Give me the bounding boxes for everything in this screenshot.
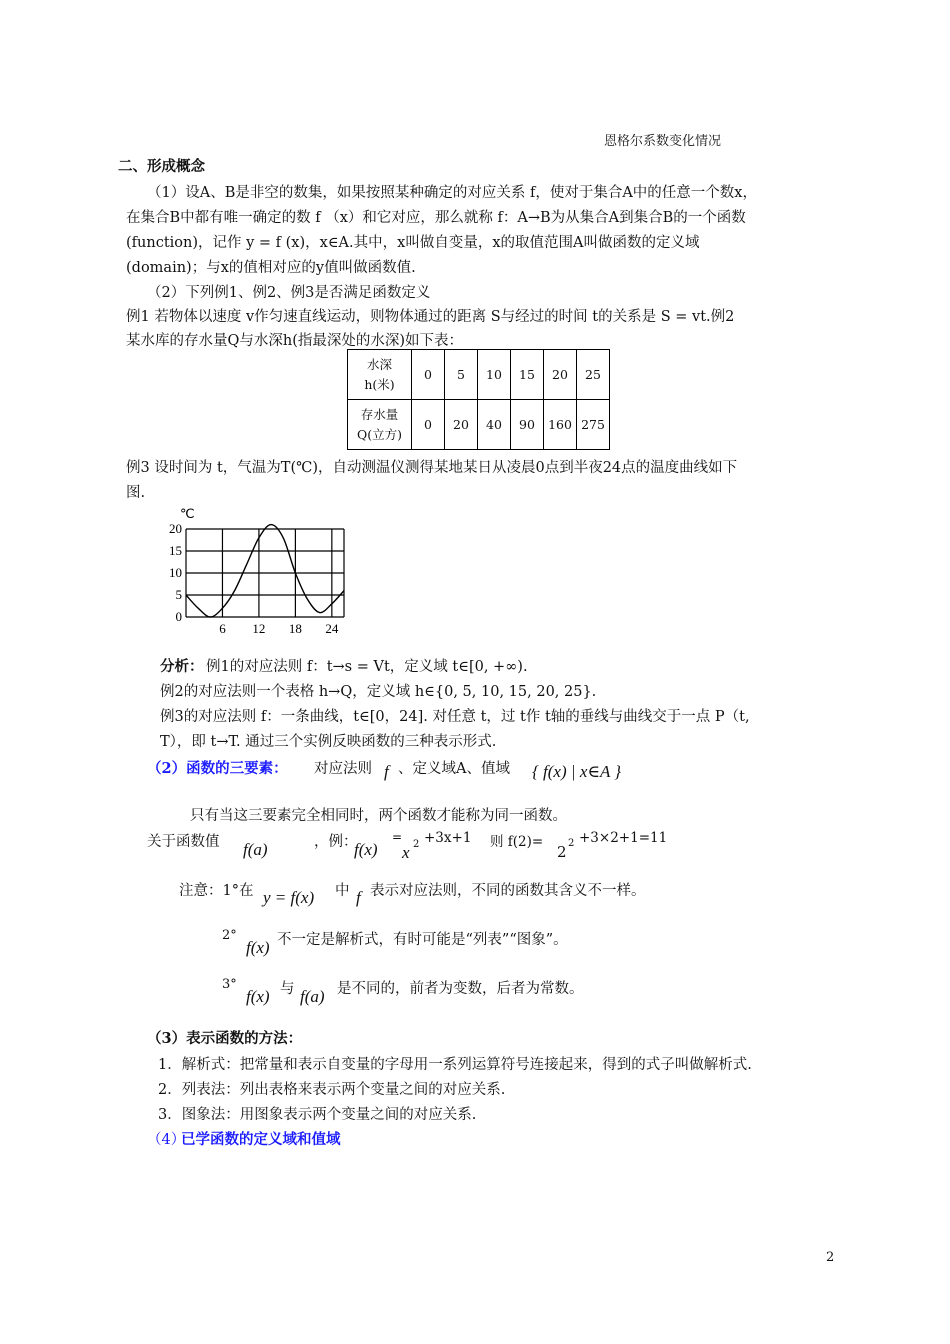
table-cell: 275 xyxy=(577,400,610,450)
square-exponent-2: 2 xyxy=(568,838,575,849)
table-header-text: h(米) xyxy=(364,376,395,392)
x-tick-label: 24 xyxy=(325,621,339,636)
example1-line1: 例1 若物体以速度 v作匀速直线运动，则物体通过的距离 S与经过的时间 t的关系是 S = vt.例2 xyxy=(126,309,735,325)
section4-prefix: （4） xyxy=(147,1132,186,1148)
two-base: 2 xyxy=(557,843,567,861)
func-then-rest: +3×2+1=11 xyxy=(579,830,668,846)
math-fx-note2: f(x) xyxy=(246,938,270,957)
note2-text: 不一定是解析式，有时可能是“列表”“图象”。 xyxy=(277,932,568,948)
temperature-chart xyxy=(160,505,360,640)
analysis-line1: 例1的对应法则 f：t→s = Vt，定义域 t∈[0, +∞). xyxy=(206,659,528,675)
method-3: 3．图象法：用图象表示两个变量之间的对应关系. xyxy=(158,1107,477,1123)
table-header-cell xyxy=(348,350,412,400)
table-cell: 20 xyxy=(544,350,577,400)
y-axis-label: ℃ xyxy=(180,506,195,521)
para1-line2: 在集合B中都有唯一确定的数 f （x）和它对应，那么就称 f：A→B为从集合A到集合B的一个函数 xyxy=(126,210,746,226)
example3-line1: 例3 设时间为 t，气温为T(℃)，自动测温仪测得某地某日从凌晨0点到半夜24点的温度曲线如下 xyxy=(126,460,738,476)
example3-line2: 图. xyxy=(126,485,146,501)
analysis-line2: 例2的对应法则一个表格 h→Q，定义域 h∈{0, 5, 10, 15, 20, 25}. xyxy=(160,684,597,700)
table-row xyxy=(348,400,610,450)
y-tick-label: 20 xyxy=(169,521,182,536)
equals-sign: = xyxy=(392,830,403,844)
section-heading: 二、形成概念 xyxy=(118,158,205,175)
temperature-curve xyxy=(186,525,344,617)
reservoir-table xyxy=(347,349,610,450)
table-cell: 0 xyxy=(412,400,445,450)
analysis-line3: 例3的对应法则 f：一条曲线，t∈[0，24]. 对任意 t，过 t作 t轴的垂线与曲线交于一点 P（t, xyxy=(160,709,750,725)
para1-line3: (function)，记作 y = f (x)，x∈A.其中，x叫做自变量，x的取值范围A叫做函数的定义域 xyxy=(126,235,700,251)
table-cell: 5 xyxy=(445,350,478,400)
table-header-text: 存水量 xyxy=(360,406,399,422)
y-tick-label: 0 xyxy=(175,609,182,624)
square-exponent: 2 xyxy=(413,839,420,850)
method-1: 1．解析式：把常量和表示自变量的字母用一系列运算符号连接起来，得到的式子叫做解析式. xyxy=(158,1057,752,1073)
table-header-cell xyxy=(348,400,412,450)
math-fa: f(a) xyxy=(243,840,268,859)
math-x: x xyxy=(402,843,410,862)
math-f: f xyxy=(384,762,389,781)
analysis-line4: T），即 t→T. 通过三个实例反映函数的三种表示形式. xyxy=(160,734,497,750)
table-row xyxy=(348,350,610,400)
table-cell: 160 xyxy=(544,400,577,450)
func-then: 则 f(2)= xyxy=(490,834,544,850)
note2-label: 2° xyxy=(222,928,237,943)
y-tick-label: 5 xyxy=(175,587,182,602)
analysis-label: 分析： xyxy=(160,658,204,675)
math-fx-note3: f(x) xyxy=(246,987,270,1006)
note3-text: 是不同的，前者为变数，后者为常数。 xyxy=(337,981,584,997)
table-cell: 20 xyxy=(445,400,478,450)
math-f-note: f xyxy=(356,888,361,907)
x-tick-label: 12 xyxy=(252,621,266,636)
x-tick-label: 18 xyxy=(288,621,302,636)
three-elements-text2: 、定义域A、值域 xyxy=(398,761,510,777)
table-header-text: Q(立方) xyxy=(356,426,402,442)
three-elements-line2: 只有当这三要素完全相同时，两个函数才能称为同一函数。 xyxy=(190,808,567,824)
range-set: { f(x) | x∈A } xyxy=(532,762,622,781)
func-value-label: 关于函数值 xyxy=(147,834,220,850)
note1-mid: 中 xyxy=(335,883,350,899)
chart-grid xyxy=(186,529,344,617)
methods-heading: （3）表示函数的方法： xyxy=(147,1030,303,1047)
math-y-eq-fx: y = f(x) xyxy=(263,888,315,907)
table-cell: 90 xyxy=(511,400,544,450)
para1-line1: （1）设A、B是非空的数集，如果按照某种确定的对应关系 f，使对于集合A中的任意一个数x， xyxy=(147,185,757,201)
func-example-label: ，例： xyxy=(314,834,358,850)
y-ticks xyxy=(169,521,182,624)
x-tick-label: 6 xyxy=(219,621,226,636)
y-tick-label: 10 xyxy=(169,565,182,580)
x-ticks xyxy=(219,621,339,636)
para2-line: （2）下列例1、例2、例3是否满足函数定义 xyxy=(147,285,431,301)
note3-and: 与 xyxy=(280,981,295,997)
example1-line2: 某水库的存水量Q与水深h(指最深处的水深)如下表： xyxy=(126,333,464,349)
page-header-title: 恩格尔系数变化情况 xyxy=(604,134,722,149)
table-cell: 25 xyxy=(577,350,610,400)
note3-label: 3° xyxy=(222,977,237,992)
math-fx: f(x) xyxy=(354,840,378,859)
section4-heading: 已学函数的定义域和值域 xyxy=(181,1131,341,1148)
table-cell: 40 xyxy=(478,400,511,450)
table-cell: 0 xyxy=(412,350,445,400)
table-cell: 10 xyxy=(478,350,511,400)
note1-label: 注意：1°在 xyxy=(179,883,254,899)
y-tick-label: 15 xyxy=(169,543,182,558)
three-elements-text1: 对应法则 xyxy=(314,761,372,777)
table-header-text: 水深 xyxy=(366,356,392,372)
page-number: 2 xyxy=(826,1250,835,1265)
func-example-rest: +3x+1 xyxy=(424,830,472,846)
para1-line4: (domain)；与x的值相对应的y值叫做函数值. xyxy=(126,260,416,276)
math-fa-note3: f(a) xyxy=(300,987,325,1006)
note1-text: 表示对应法则，不同的函数其含义不一样。 xyxy=(370,883,646,899)
method-2: 2．列表法：列出表格来表示两个变量之间的对应关系. xyxy=(158,1082,506,1098)
three-elements-heading: （2）函数的三要素： xyxy=(147,760,288,777)
table-cell: 15 xyxy=(511,350,544,400)
